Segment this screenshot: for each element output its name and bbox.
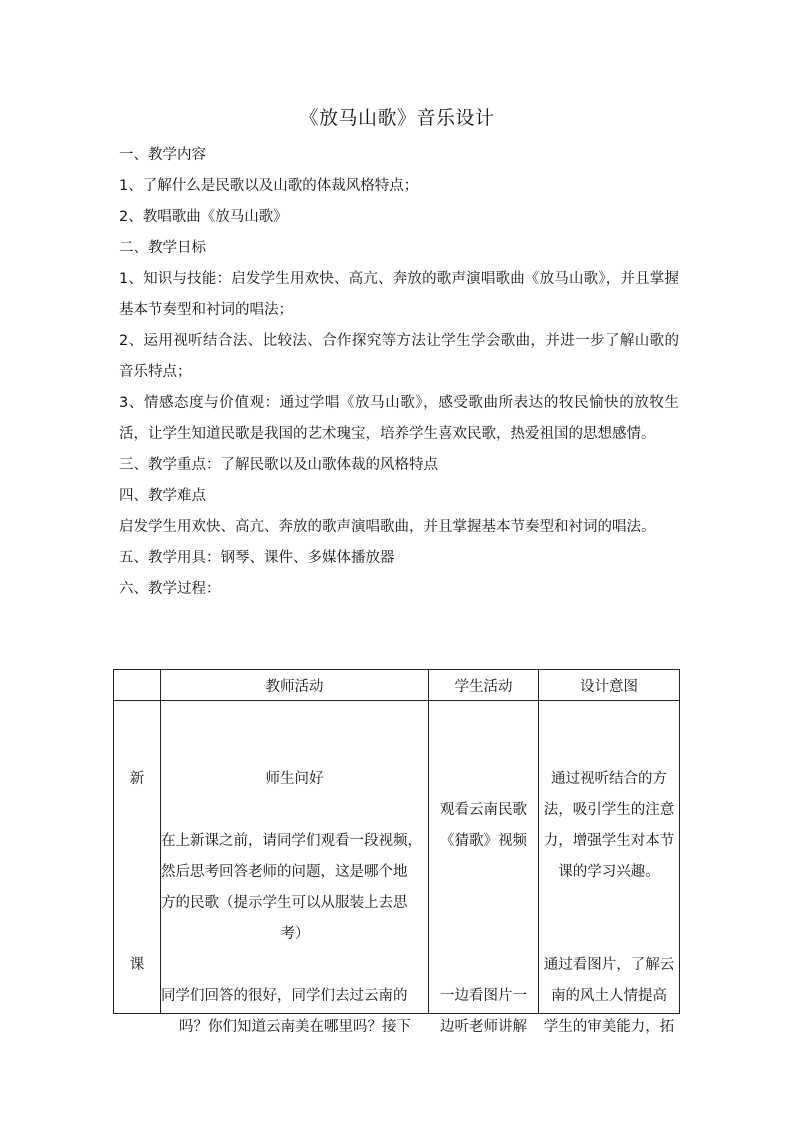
goal-item-3: 3、情感态度与价值观：通过学唱《放马山歌》，感受歌曲所表达的牧民愉快的放牧生活，让学生知道民歌是我国的艺术瑰宝，培养学生喜欢民歌，热爱祖国的思想感情。 <box>119 395 679 442</box>
student-activity-2 <box>429 981 538 1043</box>
goal-item-2: 2、运用视听结合法、比较法、合作探究等方法让学生学会歌曲，并进一步了解山歌的音乐特点； <box>119 333 679 380</box>
student-activity-1 <box>429 795 538 857</box>
intent-1-line-2: 法，吸引学生的注意 <box>543 802 675 818</box>
teaching-process-table <box>113 669 680 1035</box>
intent-1-line-4: 课的学习兴趣。 <box>558 864 660 880</box>
teacher-p1-line-1: 在上新课之前，请同学们观看一段视频， <box>161 833 422 849</box>
goal-item-1: 1、知识与技能：启发学生用欢快、高亢、奔放的歌声演唱歌曲《放马山歌》，并且掌握基本节奏型和衬词的唱法； <box>119 271 679 318</box>
content-item-2: 2、教唱歌曲《放马山歌》 <box>119 209 288 225</box>
section-heading-process: 六、教学过程： <box>119 581 221 597</box>
student-a2-line-1: 一边看图片一 <box>440 988 527 1004</box>
stage-char-1: 新 <box>129 771 145 787</box>
difficulties-text: 启发学生用欢快、高亢、奔放的歌声演唱歌曲，并且掌握基本节奏型和衬词的唱法。 <box>119 519 656 535</box>
teacher-p2-line-1: 同学们回答的很好，同学们去过云南的 <box>161 988 408 1004</box>
design-intent-cell <box>539 701 680 1035</box>
teacher-p1-line-4: 考） <box>280 926 310 942</box>
teacher-question-2 <box>161 981 429 1043</box>
intent-1-line-3: 力，增强学生对本节 <box>543 833 675 849</box>
stage-char-2: 课 <box>129 957 145 973</box>
section-heading-content: 一、教学内容 <box>119 147 206 163</box>
section-heading-tools: 五、教学用具：钢琴、课件、多媒体播放器 <box>119 550 395 566</box>
section-heading-key-points: 三、教学重点：了解民歌以及山歌体裁的风格特点 <box>119 457 438 473</box>
header-teacher-activity: 教师活动 <box>161 670 429 701</box>
teacher-p1-line-3: 方的民歌（提示学生可以从服装上去思 <box>161 895 408 911</box>
header-stage <box>114 670 161 701</box>
teacher-p2-line-2: 吗？你们知道云南美在哪里吗？接下 <box>179 1019 411 1035</box>
document-title: 《放马山歌》音乐设计 <box>299 107 495 129</box>
stage-cell <box>114 701 161 1014</box>
table-row <box>114 701 680 1014</box>
student-a1-line-2: 《猜歌》视频 <box>440 833 527 849</box>
header-design-intent: 设计意图 <box>539 670 680 701</box>
intent-2-line-3: 学生的审美能力，拓 <box>543 1019 675 1035</box>
student-a1-line-1: 观看云南民歌 <box>440 802 527 818</box>
section-heading-goals: 二、教学日标 <box>119 240 206 256</box>
intent-1-line-1: 通过视听结合的方 <box>551 771 667 787</box>
intent-2-line-2: 南的风土人情提高 <box>551 988 667 1004</box>
header-student-activity: 学生活动 <box>429 670 539 701</box>
design-intent-2 <box>539 950 679 1043</box>
document-body <box>119 140 679 605</box>
design-intent-1 <box>539 764 679 888</box>
teacher-p1-line-2: 然后思考回答老师的问题，这是哪个地 <box>161 864 408 880</box>
teacher-question-1 <box>161 826 429 950</box>
student-a2-line-2: 边听老师讲解 <box>440 1019 527 1035</box>
student-activity-cell <box>429 701 539 1035</box>
content-item-1: 1、了解什么是民歌以及山歌的体裁风格特点； <box>119 178 419 194</box>
teacher-activity-cell <box>161 701 429 1035</box>
intent-2-line-1: 通过看图片，了解云 <box>543 957 675 973</box>
table-header-row <box>114 670 680 701</box>
section-heading-difficulties: 四、教学难点 <box>119 488 206 504</box>
teacher-greeting: 师生问好 <box>265 771 324 787</box>
